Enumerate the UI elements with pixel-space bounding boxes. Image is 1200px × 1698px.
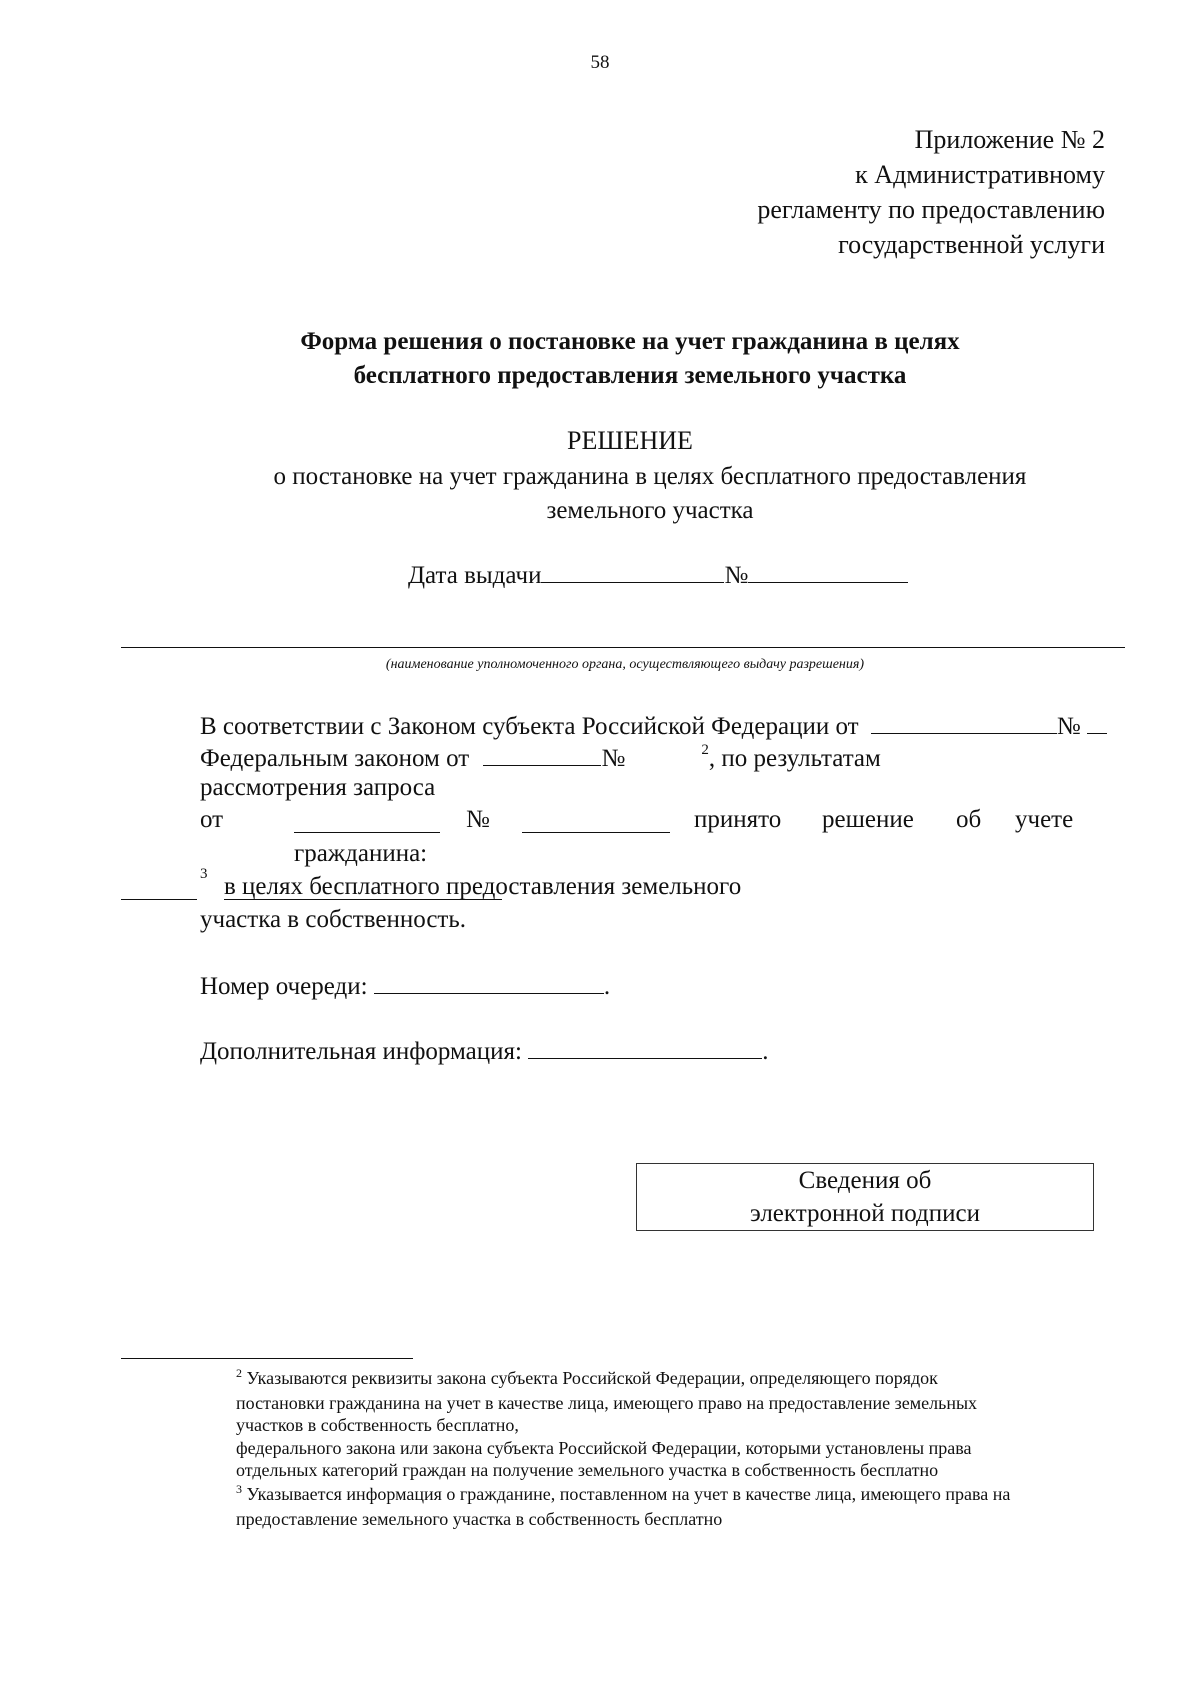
form-title — [0, 325, 1200, 393]
appendix-line-4: государственной услуги — [838, 230, 1105, 259]
body-line-6-underline — [224, 899, 502, 900]
authority-name-caption: (наименование уполномоченного органа, осуществляющего выдачу разрешения) — [385, 657, 865, 672]
body-line-2-text: Федеральным законом от — [200, 745, 470, 772]
additional-info-period: . — [762, 1038, 769, 1065]
appendix-line-2: к Административному — [855, 160, 1105, 189]
additional-info-field[interactable] — [528, 1034, 762, 1059]
body-line-5: гражданина: — [294, 840, 428, 867]
federal-law-date-field[interactable] — [483, 741, 601, 766]
body-line-4-word3: об — [956, 806, 982, 833]
body-line-3: рассмотрения запроса — [200, 774, 436, 801]
decision-subtitle-line-1: о постановке на учет гражданина в целях бесплатного предоставления — [273, 463, 1027, 490]
footnote-3-mark: 3 — [236, 1482, 242, 1496]
electronic-signature-box — [636, 1163, 1094, 1231]
queue-number-field[interactable] — [374, 969, 604, 994]
body-line-2-tail: , по результатам — [708, 745, 881, 772]
form-title-line-1: Форма решения о постановке на учет гражданина в целях — [300, 328, 960, 355]
body-line-6: в целях бесплатного предоставления земельного — [224, 873, 742, 900]
law-number-sign: № — [1056, 713, 1081, 740]
signature-box-line-1: Сведения об — [798, 1167, 932, 1194]
footnote-ref-2: 2 — [701, 742, 709, 758]
body-line-2 — [200, 741, 881, 773]
additional-info-label: Дополнительная информация: — [200, 1038, 522, 1065]
authority-name-field[interactable] — [121, 647, 1125, 648]
page-number: 58 — [590, 52, 610, 73]
request-date-field[interactable] — [294, 832, 440, 833]
footnote-separator — [121, 1358, 413, 1359]
queue-number-period: . — [603, 973, 611, 1000]
footnote-2-mark: 2 — [236, 1366, 242, 1380]
decision-subtitle-line-2: земельного участка — [546, 497, 754, 524]
queue-number-line — [200, 969, 610, 1001]
footnote-2-line-2: постановки гражданина на учет в качестве лица, имеющего право на предоставление земельных — [236, 1392, 978, 1413]
body-line-1-text: В соответствии с Законом субъекта Российской Федерации от — [200, 713, 859, 740]
footnote-2-line-3: участков в собственность бесплатно, — [236, 1415, 519, 1435]
footnote-2-line-5: отдельных категорий граждан на получение земельного участка в собственность бесплатно — [236, 1460, 939, 1480]
footnote-2-line-4: федерального закона или закона субъекта Российской Федерации, которыми установлены права — [236, 1437, 972, 1458]
appendix-line-1: Приложение № 2 — [914, 125, 1105, 154]
appendix-line-3: регламенту по предоставлению — [757, 195, 1105, 224]
issue-number-field[interactable] — [748, 558, 908, 583]
citizen-info-field[interactable] — [121, 899, 197, 900]
law-date-field[interactable] — [871, 709, 1057, 734]
body-line-7: участка в собственность. — [200, 906, 467, 933]
request-number-sign: № — [466, 806, 490, 833]
issue-number-sign: № — [724, 562, 749, 589]
appendix-reference — [757, 122, 1105, 262]
body-line-4-word4: учете — [1015, 806, 1074, 833]
footnote-2 — [236, 1367, 977, 1482]
footnote-3-line-2: предоставление земельного участка в собственность бесплатно — [236, 1508, 723, 1529]
queue-number-label: Номер очереди: — [200, 973, 368, 1000]
body-line-1 — [200, 709, 1107, 741]
issue-date-field[interactable] — [541, 558, 724, 583]
signature-box-line-2: электронной подписи — [750, 1200, 980, 1227]
decision-heading: РЕШЕНИЕ — [567, 426, 693, 455]
request-number-field[interactable] — [522, 832, 670, 833]
body-line-4-from: от — [200, 806, 224, 833]
issue-date-line — [408, 558, 908, 590]
issue-date-label: Дата выдачи — [408, 562, 542, 589]
federal-law-number-sign: № — [601, 745, 626, 772]
law-number-field[interactable] — [1087, 709, 1107, 734]
footnote-ref-3: 3 — [200, 866, 208, 882]
footnote-3 — [236, 1483, 1010, 1530]
form-title-line-2: бесплатного предоставления земельного участка — [353, 362, 907, 389]
additional-info-line — [200, 1034, 769, 1066]
body-line-4-word2: решение — [822, 806, 914, 833]
decision-subtitle — [0, 460, 1200, 528]
footnote-2-line-1: Указываются реквизиты закона субъекта Российской Федерации, определяющего порядок — [246, 1368, 938, 1388]
body-line-4-word1: принято — [694, 806, 782, 833]
footnote-3-line-1: Указывается информация о гражданине, поставленном на учет в качестве лица, имеющего права на — [246, 1484, 1011, 1504]
